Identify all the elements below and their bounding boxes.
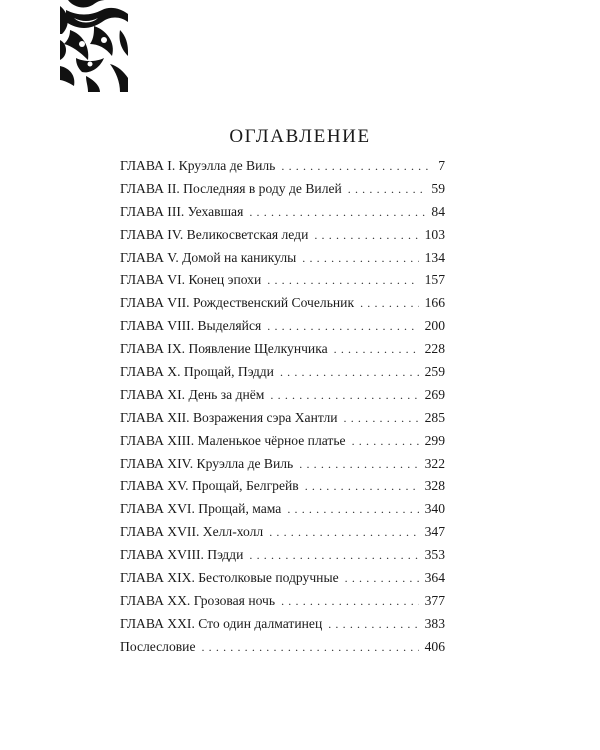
dot-leader (280, 361, 419, 384)
toc-entry-label: ГЛАВА VI. Конец эпохи (120, 272, 262, 288)
toc-entry[interactable] (120, 178, 445, 201)
dot-leader (270, 384, 418, 407)
toc-entry[interactable] (120, 498, 445, 521)
toc-entry[interactable] (120, 521, 445, 544)
dot-leader (348, 178, 426, 201)
dot-leader (249, 544, 418, 567)
toc-entry[interactable] (120, 315, 445, 338)
toc-entry[interactable] (120, 361, 445, 384)
toc-entry-page-number: 377 (424, 592, 445, 608)
toc-entry-label: ГЛАВА XIV. Круэлла де Виль (120, 455, 294, 471)
dot-leader (299, 453, 418, 476)
toc-entry-page-number: 59 (431, 180, 445, 196)
dot-leader (314, 224, 418, 247)
toc-entry-page-number: 383 (424, 615, 445, 631)
toc-entry[interactable] (120, 475, 445, 498)
dot-leader (352, 430, 419, 453)
dot-leader (287, 498, 418, 521)
toc-entry-label: ГЛАВА II. Последняя в роду де Вилей (120, 180, 342, 196)
toc-entry-label: ГЛАВА XI. День за днём (120, 386, 265, 402)
toc-entry[interactable] (120, 384, 445, 407)
toc-entry[interactable] (120, 292, 445, 315)
dot-leader (267, 269, 418, 292)
toc-entry-page-number: 340 (424, 501, 445, 517)
toc-entry[interactable] (120, 567, 445, 590)
toc-entry-label: ГЛАВА VII. Рождественский Сочельник (120, 295, 355, 311)
dot-leader (334, 338, 419, 361)
toc-entry-page-number: 269 (424, 386, 445, 402)
toc-entry-label: ГЛАВА XVII. Хелл-холл (120, 524, 264, 540)
dot-leader (267, 315, 418, 338)
toc-entry[interactable] (120, 590, 445, 613)
decorative-ornament-icon (60, 0, 128, 92)
table-of-contents (120, 155, 445, 659)
toc-entry[interactable] (120, 453, 445, 476)
toc-entry-page-number: 347 (424, 524, 445, 540)
dot-leader (344, 407, 419, 430)
toc-entry-page-number: 7 (438, 158, 445, 173)
toc-entry[interactable] (120, 407, 445, 430)
toc-entry-label: ГЛАВА III. Уехавшая (120, 203, 244, 219)
dot-leader (302, 247, 418, 270)
dot-leader (360, 292, 419, 315)
toc-entry-label: ГЛАВА IX. Появление Щелкунчика (120, 341, 328, 357)
toc-entry-page-number: 299 (424, 432, 445, 448)
dot-leader (249, 201, 425, 224)
toc-entry-page-number: 228 (424, 341, 445, 357)
toc-entry-label: ГЛАВА VIII. Выделяйся (120, 318, 262, 334)
toc-entry-page-number: 406 (424, 638, 445, 654)
toc-entry-page-number: 285 (424, 409, 445, 425)
toc-entry-page-number: 103 (424, 226, 445, 242)
toc-title: ОГЛАВЛЕНИЕ (229, 126, 371, 147)
toc-entry[interactable] (120, 338, 445, 361)
toc-entry-label: ГЛАВА XVIII. Пэдди (120, 547, 244, 563)
toc-entry-label: ГЛАВА V. Домой на каникулы (120, 249, 297, 265)
toc-entry-page-number: 200 (424, 318, 445, 334)
toc-entry-page-number: 353 (424, 547, 445, 563)
toc-entry[interactable] (120, 613, 445, 636)
toc-entry[interactable] (120, 155, 445, 178)
toc-entry-label: ГЛАВА IV. Великосветская леди (120, 226, 309, 242)
toc-entry-label: ГЛАВА XIX. Бестолковые подручные (120, 570, 339, 586)
toc-entry-label: ГЛАВА XV. Прощай, Белгрейв (120, 478, 299, 494)
toc-entry[interactable] (120, 430, 445, 453)
toc-entry[interactable] (120, 269, 445, 292)
dot-leader (281, 590, 419, 613)
toc-entry-page-number: 84 (431, 203, 445, 219)
toc-entry[interactable] (120, 636, 445, 659)
toc-entry-page-number: 322 (424, 455, 445, 471)
toc-entry-label: ГЛАВА XX. Грозовая ночь (120, 592, 276, 608)
toc-entry-label: ГЛАВА I. Круэлла де Виль (120, 158, 276, 173)
dot-leader (269, 521, 418, 544)
toc-entry-label: ГЛАВА XXI. Сто один далматинец (120, 615, 323, 631)
toc-entry-page-number: 157 (424, 272, 445, 288)
toc-entry[interactable] (120, 544, 445, 567)
toc-entry[interactable] (120, 201, 445, 224)
toc-entry-page-number: 134 (424, 249, 445, 265)
toc-entry-page-number: 328 (424, 478, 445, 494)
toc-entry-page-number: 259 (424, 364, 445, 380)
dot-leader (305, 475, 419, 498)
toc-entry-label: Послесловие (120, 638, 196, 654)
dot-leader (201, 636, 418, 659)
dot-leader (328, 613, 418, 636)
toc-entry-page-number: 364 (424, 570, 445, 586)
toc-entry-label: ГЛАВА XVI. Прощай, мама (120, 501, 282, 517)
toc-entry-label: ГЛАВА XIII. Маленькое чёрное платье (120, 432, 346, 448)
dot-leader (345, 567, 419, 590)
toc-entry-label: ГЛАВА X. Прощай, Пэдди (120, 364, 274, 380)
dot-leader (281, 155, 432, 178)
toc-entry[interactable] (120, 224, 445, 247)
toc-entry-page-number: 166 (424, 295, 445, 311)
toc-entry[interactable] (120, 247, 445, 270)
toc-entry-label: ГЛАВА XII. Возражения сэра Хантли (120, 409, 338, 425)
